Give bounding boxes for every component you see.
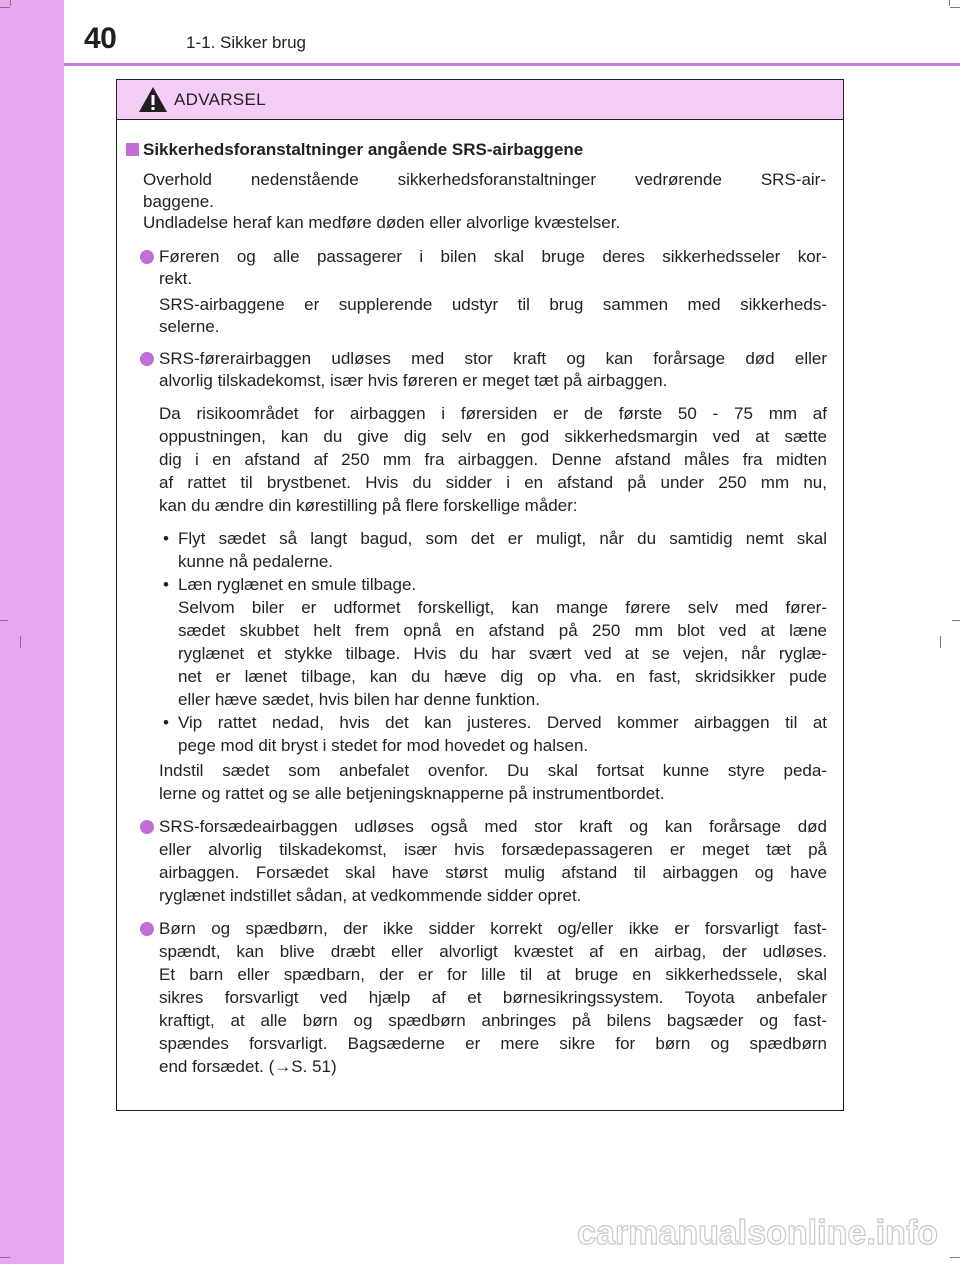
after-line: lerne og rattet og se alle betjeningsknapperne på instrumentbordet. — [159, 784, 665, 803]
note-line: Da risikoområdet for airbaggen i førersiden er de første 50 - 75 mm af — [159, 404, 827, 423]
crop-mark — [952, 620, 960, 621]
item-line: Et barn eller spædbarn, der er for lille til at bruge en sikkerhedssele, skal — [159, 965, 827, 984]
crop-mark — [10, 0, 11, 6]
item-line: alvorlig tilskadekomst, især hvis føreren er meget tæt på airbaggen. — [159, 371, 668, 390]
sub-bullet-line: Vip rattet nedad, hvis det kan justeres. Derved kommer airbaggen til at — [178, 713, 827, 732]
sub-bullet-line: eller hæve sædet, hvis bilen har denne funktion. — [178, 690, 540, 709]
ref-prefix: end forsædet. ( — [159, 1057, 275, 1076]
page-reference-link[interactable]: S. 51) — [291, 1057, 337, 1076]
section-square-icon — [126, 143, 139, 156]
sub-bullet-line: sædet skubbet helt frem opnå en afstand på 250 mm blot ved at læne — [178, 621, 827, 640]
intro-line: Undladelse heraf kan medføre døden eller alvorlige kvæstelser. — [143, 213, 621, 232]
item-line: sikres forsvarligt ved hjælp af et børnesikringssystem. Toyota anbefaler — [159, 988, 827, 1007]
crop-mark — [949, 0, 950, 6]
sub-bullet-line: Læn ryglænet en smule tilbage. — [178, 575, 417, 594]
crop-mark — [20, 636, 21, 648]
item-line: kraftigt, at alle børn og spædbørn anbringes på bilens bagsæder og fast- — [159, 1011, 827, 1030]
crop-mark — [0, 7, 10, 8]
bullet-dot-icon — [140, 250, 154, 264]
crop-mark — [950, 7, 960, 8]
sub-bullet-line: net er lænet tilbage, kan du hæve dig op vha. en fast, skridsikker pude — [178, 667, 827, 686]
item-line: SRS-airbaggene er supplerende udstyr til brug sammen med sikkerheds- — [159, 295, 827, 314]
item-line: spændes forsvarligt. Bagsæderne er mere sikre for børn og spædbørn — [159, 1034, 827, 1053]
crop-mark — [950, 1257, 960, 1258]
bullet-dot-icon — [140, 922, 154, 936]
item-line: ryglænet indstillet sådan, at vedkommende sidder opret. — [159, 886, 582, 905]
bullet-dot-icon — [140, 820, 154, 834]
sub-bullet-line: ryglænet et stykke tilbage. Hvis du har svært ved at se vejen, når ryglæ- — [178, 644, 827, 663]
side-tab-strip — [0, 0, 64, 1264]
after-line: Indstil sædet som anbefalet ovenfor. Du skal fortsat kunne styre peda- — [159, 761, 827, 780]
intro-line: Overhold nedenstående sikkerhedsforanstaltninger vedrørende SRS-air- — [143, 170, 826, 189]
item-line: Føreren og alle passagerer i bilen skal bruge deres sikkerhedsseler kor- — [159, 247, 827, 266]
sub-bullet-marker: • — [163, 713, 169, 732]
warning-label: ADVARSEL — [174, 90, 266, 109]
arrow-right-icon: → — [274, 1057, 292, 1076]
note-line: kan du ændre din kørestilling på flere forskellige måder: — [159, 496, 578, 515]
note-line: af rattet til brystbenet. Hvis du sidder i en afstand på under 250 mm nu, — [159, 473, 827, 492]
item-line: eller alvorlig tilskadekomst, især hvis forsædepassageren er meget tæt på — [159, 840, 827, 859]
item-last-line — [159, 1056, 337, 1077]
item-line: rekt. — [159, 269, 193, 288]
sub-bullet-line: pege mod dit bryst i stedet for mod hovedet og halsen. — [178, 736, 589, 755]
item-line: airbaggen. Forsædet skal have størst mulig afstand til airbaggen og have — [159, 863, 827, 882]
sub-bullet-marker: • — [163, 529, 169, 548]
item-line: SRS-førerairbaggen udløses med stor kraft og kan forårsage død eller — [159, 349, 827, 368]
crop-mark — [940, 636, 941, 648]
sub-bullet-line: kunne nå pedalerne. — [178, 552, 334, 571]
crop-mark — [0, 1257, 10, 1258]
watermark — [560, 1212, 940, 1254]
sub-bullet-line: Selvom biler er udformet forskelligt, kan mange førere selv med fører- — [178, 598, 827, 617]
page-number: 40 — [84, 22, 117, 55]
note-line: dig i en afstand af 250 mm fra airbaggen. Denne afstand måles fra midten — [159, 450, 827, 469]
crop-mark — [0, 620, 8, 621]
note-line: oppustningen, kan du give dig selv en god sikkerhedsmargin ved at sætte — [159, 427, 827, 446]
watermark-text: carmanualsonline.info — [577, 1214, 938, 1252]
intro-line: baggene. — [143, 192, 214, 211]
item-line: selerne. — [159, 317, 220, 336]
warning-triangle-icon — [138, 86, 168, 113]
warning-header — [117, 80, 843, 120]
warning-heading: Sikkerhedsforanstaltninger angående SRS-airbaggene — [143, 140, 584, 159]
item-line: Børn og spædbørn, der ikke sidder korrekt og/eller ikke er forsvarligt fast- — [159, 919, 827, 938]
item-line: SRS-forsædeairbaggen udløses også med stor kraft og kan forårsage død — [159, 817, 827, 836]
section-title: 1-1. Sikker brug — [186, 33, 306, 52]
bullet-dot-icon — [140, 352, 154, 366]
header-rule — [64, 63, 960, 66]
sub-bullet-line: Flyt sædet så langt bagud, som det er muligt, når du samtidig nemt skal — [178, 529, 827, 548]
sub-bullet-marker: • — [163, 575, 169, 594]
item-line: spændt, kan blive dræbt eller alvorligt kvæstet af en airbag, der udløses. — [159, 942, 827, 961]
